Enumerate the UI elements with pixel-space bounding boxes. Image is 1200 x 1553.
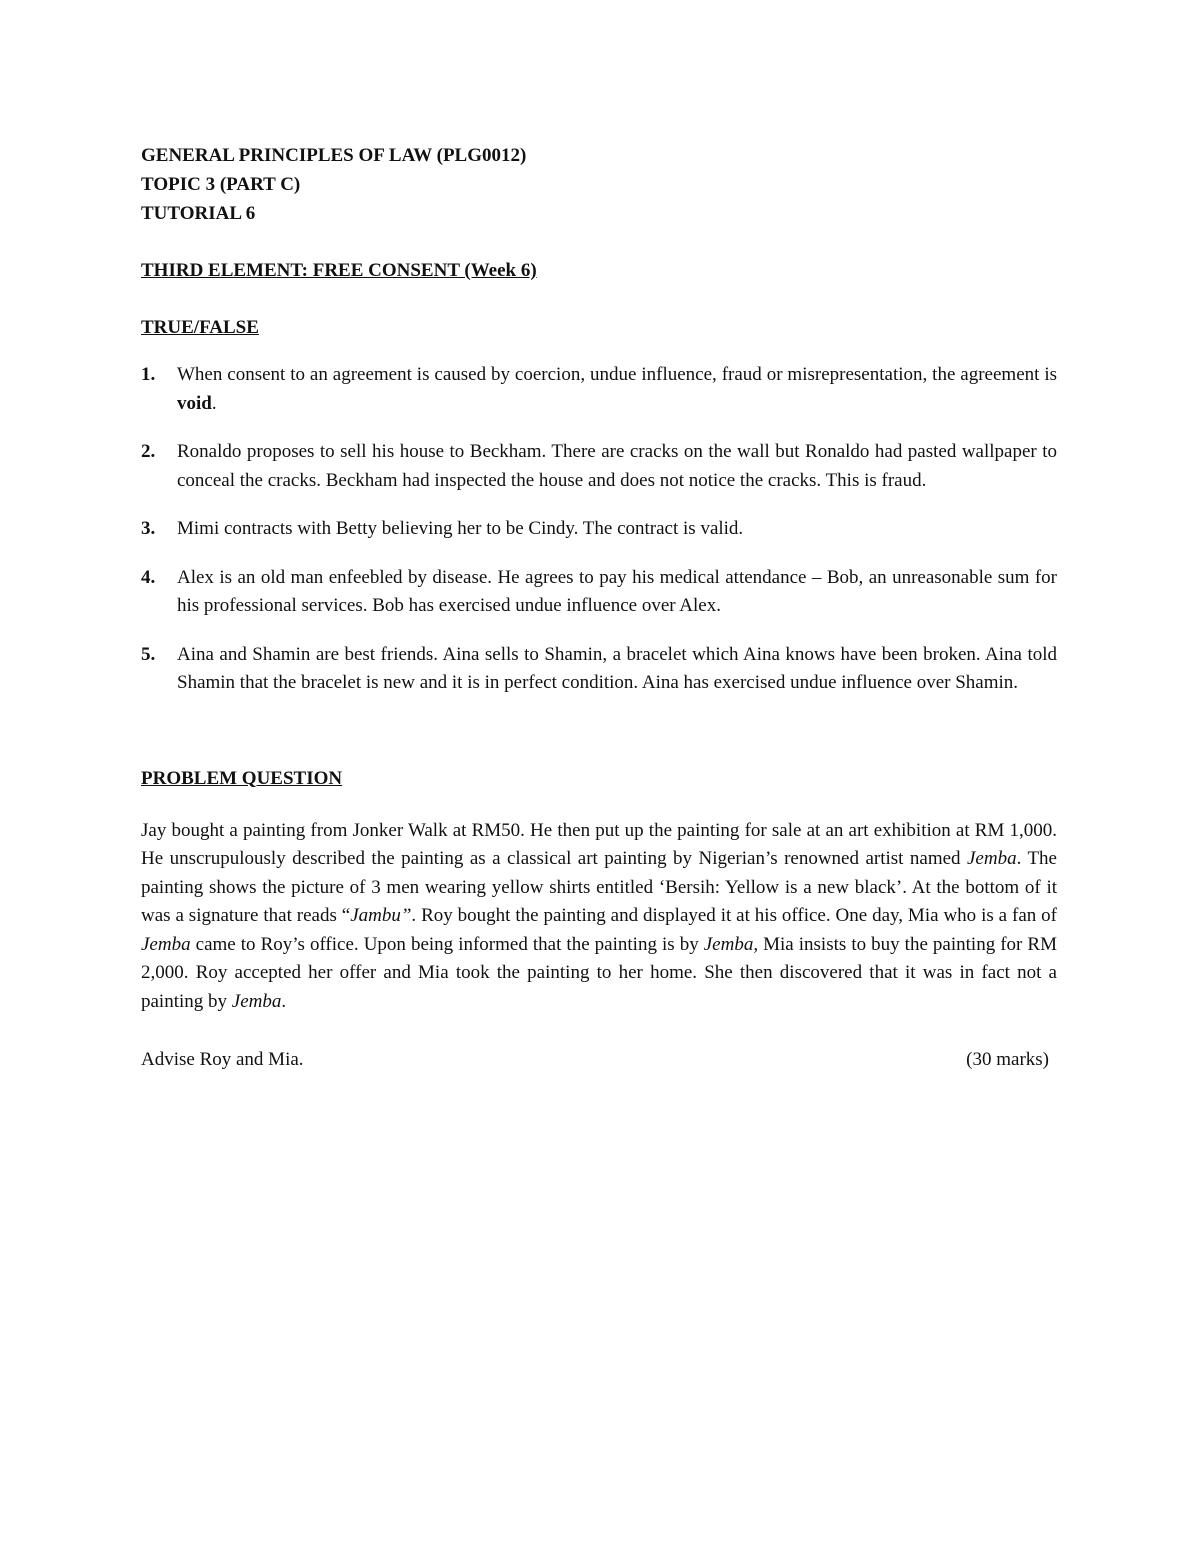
problem-question-title: PROBLEM QUESTION [141,767,343,789]
item-text: Mimi contracts with Betty believing her to be Cindy. The contract is valid. [177,518,744,539]
list-item [141,515,1057,544]
advise-instruction: Advise Roy and Mia. [141,1048,304,1070]
marks-label: (30 marks) [966,1048,1049,1070]
course-title: GENERAL PRINCIPLES OF LAW (PLG0012) [141,145,527,166]
list-item [141,361,1057,418]
item-text: When consent to an agreement is caused by coercion, undue influence, fraud or misrepresentation, the agreement is void. [177,364,1057,414]
advise-row [141,1045,1057,1074]
tutorial-title: TUTORIAL 6 [141,203,256,224]
list-item [141,564,1057,621]
item-number: 1. [141,364,156,385]
item-text: Ronaldo proposes to sell his house to Beckham. There are cracks on the wall but Ronaldo had pasted wallpaper to conceal the cracks. Beckham had inspected the house and does not notice the cracks. This is fraud. [177,441,1057,491]
topic-title: TOPIC 3 (PART C) [141,174,301,195]
item-number: 4. [141,566,156,588]
item-text: Aina and Shamin are best friends. Aina sells to Shamin, a bracelet which Aina knows have been broken. Aina told Shamin that the bracelet is new and it is in perfect condition. Aina has exercised undue influence over Shamin. [177,643,1057,693]
true-false-list [141,361,1057,698]
element-title: THIRD ELEMENT: FREE CONSENT (Week 6) [141,260,537,281]
item-number: 3. [141,518,156,539]
document-header [141,141,1057,228]
item-number: 5. [141,643,156,665]
list-item [141,641,1057,698]
list-item [141,438,1057,495]
item-text: Alex is an old man enfeebled by disease. He agrees to pay his medical attendance – Bob, an unreasonable sum for his professional services. Bob has exercised undue influence over Alex. [177,566,1057,616]
document-page [141,141,1057,1074]
item-number: 2. [141,441,156,462]
true-false-title: TRUE/FALSE [141,317,259,338]
bold-term: void [177,392,212,414]
problem-paragraph: Jay bought a painting from Jonker Walk at RM50. He then put up the painting for sale at an art exhibition at RM 1,000. He unscrupulously described the painting as a classical art painting by Nigerian’s renowned artist named Jemba. The painting shows the picture of 3 men wearing yellow shirts entitled ‘Bersih: Yellow is a new black’. At the bottom of it was a signature that reads “Jambu”. Roy bought the painting and displayed it at his office. One day, Mia who is a fan of Jemba came to Roy’s office. Upon being informed that the painting is by Jemba, Mia insists to buy the painting for RM 2,000. Roy accepted her offer and Mia took the painting to her home. She then discovered that it was in fact not a painting by Jemba. [141,819,1057,1013]
